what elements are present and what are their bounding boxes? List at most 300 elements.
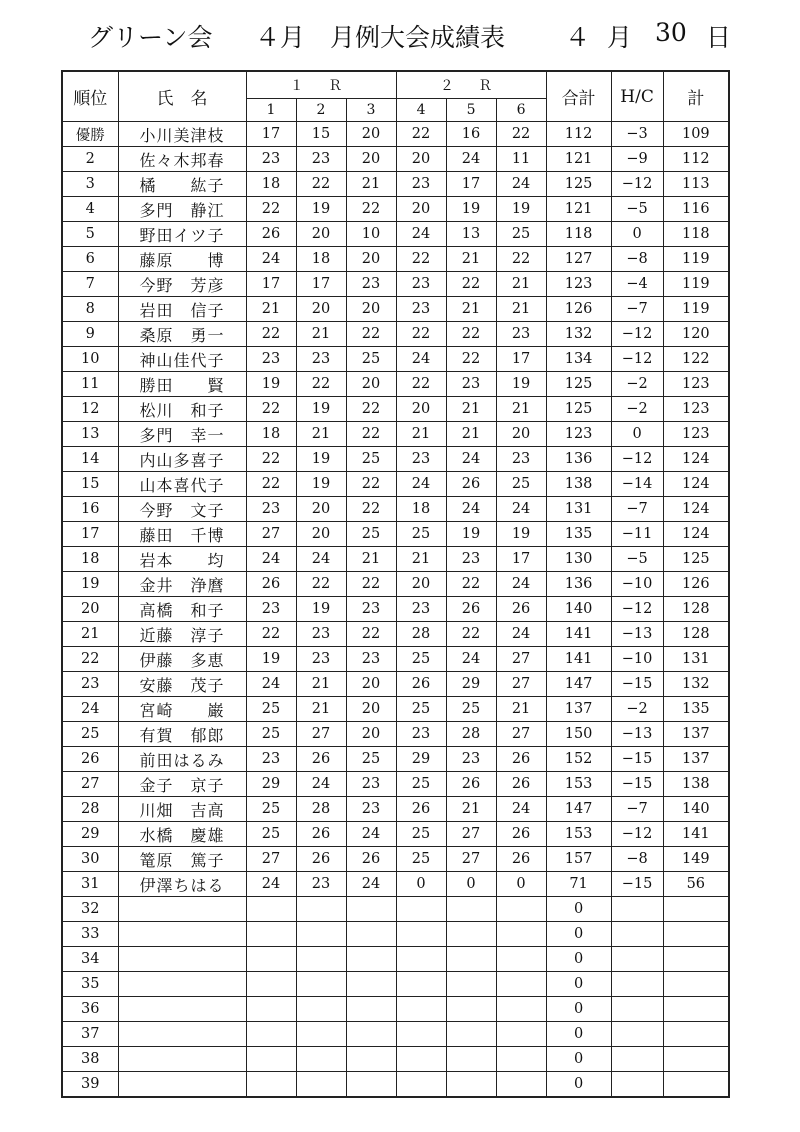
score-cell: 29 <box>446 672 496 697</box>
table-row <box>62 872 729 897</box>
score-cell: 26 <box>246 572 296 597</box>
score-cell: 22 <box>446 622 496 647</box>
net-cell: 124 <box>663 522 729 547</box>
rank-cell: 23 <box>62 672 118 697</box>
score-cell: 25 <box>246 697 296 722</box>
name-cell: 篭原 篤子 <box>118 847 246 872</box>
name-cell: 金井 浄麿 <box>118 572 246 597</box>
net-cell: 118 <box>663 222 729 247</box>
score-cell: 24 <box>496 497 546 522</box>
net-cell: 123 <box>663 422 729 447</box>
hc-cell: −15 <box>611 872 663 897</box>
table-row <box>62 597 729 622</box>
name-cell: 川畑 吉高 <box>118 797 246 822</box>
hc-cell: −12 <box>611 447 663 472</box>
score-cell: 0 <box>396 872 446 897</box>
score-cell: 25 <box>396 697 446 722</box>
score-cell: 19 <box>246 372 296 397</box>
score-cell: 24 <box>496 172 546 197</box>
rank-cell: 4 <box>62 197 118 222</box>
rank-cell: 36 <box>62 997 118 1022</box>
header-hole-5: 5 <box>446 99 496 122</box>
score-cell: 24 <box>396 222 446 247</box>
table-row <box>62 1047 729 1072</box>
score-cell: 26 <box>446 472 496 497</box>
score-cell <box>396 972 446 997</box>
table-header <box>62 71 729 122</box>
name-cell <box>118 922 246 947</box>
score-cell <box>296 947 346 972</box>
total-cell: 0 <box>546 997 611 1022</box>
title-date-day: 30 <box>655 18 687 47</box>
score-cell: 19 <box>446 522 496 547</box>
total-cell: 153 <box>546 822 611 847</box>
score-cell <box>446 1022 496 1047</box>
score-cell: 23 <box>246 347 296 372</box>
net-cell: 135 <box>663 697 729 722</box>
score-cell: 20 <box>396 397 446 422</box>
net-cell: 123 <box>663 397 729 422</box>
total-cell: 71 <box>546 872 611 897</box>
rank-cell: 13 <box>62 422 118 447</box>
score-cell: 26 <box>246 222 296 247</box>
rank-cell: 12 <box>62 397 118 422</box>
hc-cell: −7 <box>611 297 663 322</box>
score-cell: 27 <box>446 822 496 847</box>
hc-cell: −12 <box>611 597 663 622</box>
name-cell: 水橋 慶雄 <box>118 822 246 847</box>
score-cell: 25 <box>246 722 296 747</box>
total-cell: 141 <box>546 622 611 647</box>
score-cell: 26 <box>296 747 346 772</box>
total-cell: 0 <box>546 947 611 972</box>
header-hole-3: 3 <box>346 99 396 122</box>
table-row <box>62 697 729 722</box>
score-cell: 0 <box>446 872 496 897</box>
rank-cell: 29 <box>62 822 118 847</box>
table-row <box>62 397 729 422</box>
net-cell: 137 <box>663 722 729 747</box>
net-cell: 128 <box>663 597 729 622</box>
score-cell: 26 <box>446 597 496 622</box>
score-cell: 20 <box>396 197 446 222</box>
total-cell: 0 <box>546 972 611 997</box>
net-cell: 109 <box>663 122 729 147</box>
score-cell: 21 <box>396 422 446 447</box>
rank-cell: 31 <box>62 872 118 897</box>
score-cell: 22 <box>396 322 446 347</box>
score-cell: 29 <box>246 772 296 797</box>
hc-cell <box>611 972 663 997</box>
name-cell: 有賀 郁郎 <box>118 722 246 747</box>
score-cell: 25 <box>346 747 396 772</box>
score-cell: 22 <box>346 472 396 497</box>
name-cell: 松川 和子 <box>118 397 246 422</box>
total-cell: 152 <box>546 747 611 772</box>
score-cell: 23 <box>246 497 296 522</box>
score-cell: 21 <box>496 397 546 422</box>
net-cell: 119 <box>663 247 729 272</box>
table-row <box>62 622 729 647</box>
rank-cell: 34 <box>62 947 118 972</box>
score-cell: 20 <box>346 372 396 397</box>
score-cell: 21 <box>396 547 446 572</box>
score-cell: 24 <box>346 872 396 897</box>
score-cell <box>396 922 446 947</box>
score-cell: 27 <box>246 522 296 547</box>
hc-cell: 0 <box>611 222 663 247</box>
score-cell: 11 <box>496 147 546 172</box>
total-cell: 0 <box>546 1072 611 1098</box>
rank-cell: 30 <box>62 847 118 872</box>
net-cell <box>663 897 729 922</box>
score-cell: 28 <box>296 797 346 822</box>
name-cell: 桑原 勇一 <box>118 322 246 347</box>
score-cell: 18 <box>246 422 296 447</box>
score-cell: 20 <box>346 147 396 172</box>
score-cell <box>346 922 396 947</box>
score-cell: 23 <box>446 747 496 772</box>
rank-cell: 28 <box>62 797 118 822</box>
score-cell: 24 <box>446 447 496 472</box>
rank-cell: 27 <box>62 772 118 797</box>
total-cell: 127 <box>546 247 611 272</box>
net-cell <box>663 1022 729 1047</box>
score-cell: 26 <box>496 822 546 847</box>
rank-cell: 15 <box>62 472 118 497</box>
table-row <box>62 172 729 197</box>
table-row <box>62 247 729 272</box>
score-cell <box>446 1072 496 1098</box>
hc-cell: 0 <box>611 422 663 447</box>
score-cell <box>446 922 496 947</box>
header-hole-1: 1 <box>246 99 296 122</box>
score-cell: 25 <box>396 847 446 872</box>
score-cell: 20 <box>396 572 446 597</box>
score-cell <box>346 1072 396 1098</box>
score-cell <box>346 897 396 922</box>
name-cell: 多門 静江 <box>118 197 246 222</box>
score-cell: 21 <box>296 322 346 347</box>
score-cell <box>496 972 546 997</box>
net-cell <box>663 1047 729 1072</box>
name-cell <box>118 1072 246 1098</box>
title-date-month: ４ <box>565 23 591 52</box>
table-row <box>62 897 729 922</box>
total-cell: 0 <box>546 1047 611 1072</box>
score-cell: 17 <box>246 122 296 147</box>
hc-cell: −14 <box>611 472 663 497</box>
score-cell: 24 <box>496 572 546 597</box>
score-cell: 26 <box>296 822 346 847</box>
total-cell: 0 <box>546 1022 611 1047</box>
hc-cell: −9 <box>611 147 663 172</box>
score-cell <box>396 947 446 972</box>
score-cell <box>396 1072 446 1098</box>
score-cell <box>296 997 346 1022</box>
score-cell: 25 <box>246 822 296 847</box>
score-cell: 24 <box>396 347 446 372</box>
score-cell: 28 <box>396 622 446 647</box>
score-cell: 23 <box>346 647 396 672</box>
total-cell: 147 <box>546 672 611 697</box>
name-cell: 今野 文子 <box>118 497 246 522</box>
score-cell: 23 <box>446 547 496 572</box>
score-cell: 17 <box>246 272 296 297</box>
score-cell: 22 <box>496 122 546 147</box>
score-cell: 19 <box>496 197 546 222</box>
title-month: ４月 <box>255 23 306 52</box>
score-cell <box>346 1047 396 1072</box>
score-cell: 23 <box>246 747 296 772</box>
rank-cell: 16 <box>62 497 118 522</box>
net-cell: 126 <box>663 572 729 597</box>
hc-cell <box>611 997 663 1022</box>
total-cell: 157 <box>546 847 611 872</box>
score-cell: 23 <box>246 597 296 622</box>
table-row <box>62 147 729 172</box>
table-row <box>62 822 729 847</box>
score-cell: 22 <box>396 122 446 147</box>
score-cell <box>496 1047 546 1072</box>
total-cell: 138 <box>546 472 611 497</box>
score-cell <box>446 947 496 972</box>
table-row <box>62 322 729 347</box>
score-cell: 24 <box>446 497 496 522</box>
name-cell: 金子 京子 <box>118 772 246 797</box>
total-cell: 135 <box>546 522 611 547</box>
header-hole-2: 2 <box>296 99 346 122</box>
score-cell: 23 <box>496 322 546 347</box>
score-cell: 13 <box>446 222 496 247</box>
net-cell: 119 <box>663 272 729 297</box>
hc-cell <box>611 1047 663 1072</box>
hc-cell: −12 <box>611 822 663 847</box>
score-cell: 23 <box>346 272 396 297</box>
rank-cell: 3 <box>62 172 118 197</box>
name-cell: 勝田 賢 <box>118 372 246 397</box>
score-cell: 28 <box>446 722 496 747</box>
name-cell: 宮崎 巌 <box>118 697 246 722</box>
score-cell: 26 <box>496 747 546 772</box>
table-body <box>62 122 729 1098</box>
table-row <box>62 947 729 972</box>
score-cell: 23 <box>296 347 346 372</box>
table-row <box>62 197 729 222</box>
net-cell: 132 <box>663 672 729 697</box>
header-total: 合計 <box>546 71 611 122</box>
hc-cell: −12 <box>611 172 663 197</box>
score-cell: 21 <box>346 172 396 197</box>
net-cell: 56 <box>663 872 729 897</box>
total-cell: 150 <box>546 722 611 747</box>
score-cell: 18 <box>396 497 446 522</box>
score-cell: 26 <box>496 772 546 797</box>
rank-cell: 20 <box>62 597 118 622</box>
net-cell: 137 <box>663 747 729 772</box>
score-cell: 18 <box>296 247 346 272</box>
score-cell: 23 <box>346 797 396 822</box>
name-cell: 佐々木邦春 <box>118 147 246 172</box>
score-cell: 20 <box>346 722 396 747</box>
total-cell: 134 <box>546 347 611 372</box>
score-cell: 26 <box>446 772 496 797</box>
score-cell: 25 <box>346 447 396 472</box>
total-cell: 125 <box>546 397 611 422</box>
hc-cell: −12 <box>611 322 663 347</box>
score-cell: 22 <box>446 322 496 347</box>
total-cell: 125 <box>546 372 611 397</box>
score-cell: 24 <box>296 772 346 797</box>
score-cell: 24 <box>346 822 396 847</box>
hc-cell <box>611 947 663 972</box>
table-row <box>62 797 729 822</box>
net-cell <box>663 922 729 947</box>
score-cell: 23 <box>296 872 346 897</box>
net-cell: 113 <box>663 172 729 197</box>
score-cell <box>446 972 496 997</box>
rank-cell: 37 <box>62 1022 118 1047</box>
hc-cell: −2 <box>611 372 663 397</box>
hc-cell: −11 <box>611 522 663 547</box>
total-cell: 147 <box>546 797 611 822</box>
total-cell: 131 <box>546 497 611 522</box>
total-cell: 137 <box>546 697 611 722</box>
score-table <box>61 70 730 1098</box>
net-cell: 131 <box>663 647 729 672</box>
score-cell: 21 <box>446 422 496 447</box>
score-cell: 27 <box>246 847 296 872</box>
score-cell <box>296 972 346 997</box>
name-cell <box>118 972 246 997</box>
score-cell: 21 <box>496 272 546 297</box>
score-cell: 23 <box>296 622 346 647</box>
score-cell: 20 <box>346 697 396 722</box>
table-row <box>62 647 729 672</box>
total-cell: 0 <box>546 922 611 947</box>
net-cell: 149 <box>663 847 729 872</box>
score-cell: 10 <box>346 222 396 247</box>
hc-cell <box>611 897 663 922</box>
total-cell: 123 <box>546 272 611 297</box>
rank-cell: 38 <box>62 1047 118 1072</box>
table-row <box>62 472 729 497</box>
rank-cell: 25 <box>62 722 118 747</box>
total-cell: 132 <box>546 322 611 347</box>
score-cell: 20 <box>496 422 546 447</box>
score-cell: 16 <box>446 122 496 147</box>
score-cell <box>246 1047 296 1072</box>
total-cell: 123 <box>546 422 611 447</box>
score-cell: 22 <box>246 472 296 497</box>
rank-cell: 35 <box>62 972 118 997</box>
name-cell: 内山多喜子 <box>118 447 246 472</box>
header-hole-4: 4 <box>396 99 446 122</box>
rank-cell: 18 <box>62 547 118 572</box>
score-cell <box>246 1022 296 1047</box>
total-cell: 121 <box>546 147 611 172</box>
net-cell: 138 <box>663 772 729 797</box>
score-cell <box>296 922 346 947</box>
score-cell: 25 <box>346 347 396 372</box>
hc-cell: −4 <box>611 272 663 297</box>
rank-cell: 21 <box>62 622 118 647</box>
header-round2: ２ Ｒ <box>396 71 546 99</box>
score-cell: 19 <box>496 372 546 397</box>
score-cell: 22 <box>296 372 346 397</box>
score-cell: 24 <box>246 672 296 697</box>
score-cell: 25 <box>396 772 446 797</box>
score-cell: 19 <box>296 197 346 222</box>
name-cell <box>118 947 246 972</box>
name-cell: 伊藤 多恵 <box>118 647 246 672</box>
score-cell: 27 <box>446 847 496 872</box>
score-cell: 22 <box>346 497 396 522</box>
score-cell: 23 <box>296 147 346 172</box>
score-cell: 20 <box>346 122 396 147</box>
total-cell: 141 <box>546 647 611 672</box>
score-cell: 24 <box>246 247 296 272</box>
table-row <box>62 122 729 147</box>
name-cell: 山本喜代子 <box>118 472 246 497</box>
score-cell: 19 <box>246 647 296 672</box>
score-cell: 21 <box>346 547 396 572</box>
hc-cell <box>611 1022 663 1047</box>
score-cell: 22 <box>446 347 496 372</box>
score-cell: 21 <box>296 672 346 697</box>
net-cell: 125 <box>663 547 729 572</box>
score-cell: 26 <box>396 672 446 697</box>
table-row <box>62 347 729 372</box>
score-cell: 20 <box>296 222 346 247</box>
name-cell: 小川美津枝 <box>118 122 246 147</box>
score-cell: 27 <box>296 722 346 747</box>
score-cell <box>246 1072 296 1098</box>
rank-cell: 22 <box>62 647 118 672</box>
title-date-month-unit: 月 <box>607 23 633 52</box>
score-cell: 23 <box>246 147 296 172</box>
score-cell: 25 <box>396 822 446 847</box>
score-cell <box>246 997 296 1022</box>
name-cell: 今野 芳彦 <box>118 272 246 297</box>
score-cell: 26 <box>346 847 396 872</box>
document-title <box>0 18 800 58</box>
score-cell <box>496 997 546 1022</box>
score-cell <box>296 1072 346 1098</box>
name-cell <box>118 1047 246 1072</box>
name-cell <box>118 1022 246 1047</box>
score-cell: 24 <box>296 547 346 572</box>
score-cell: 23 <box>496 447 546 472</box>
score-cell: 0 <box>496 872 546 897</box>
rank-cell: 2 <box>62 147 118 172</box>
total-cell: 112 <box>546 122 611 147</box>
score-cell: 23 <box>346 597 396 622</box>
table-row <box>62 972 729 997</box>
name-cell: 高橋 和子 <box>118 597 246 622</box>
name-cell: 近藤 淳子 <box>118 622 246 647</box>
score-cell: 20 <box>296 297 346 322</box>
name-cell: 岩本 均 <box>118 547 246 572</box>
score-cell: 22 <box>396 372 446 397</box>
score-cell: 25 <box>396 647 446 672</box>
net-cell: 124 <box>663 497 729 522</box>
hc-cell: −13 <box>611 722 663 747</box>
hc-cell: −2 <box>611 697 663 722</box>
name-cell: 伊澤ちはる <box>118 872 246 897</box>
table-row <box>62 747 729 772</box>
rank-cell: 33 <box>62 922 118 947</box>
